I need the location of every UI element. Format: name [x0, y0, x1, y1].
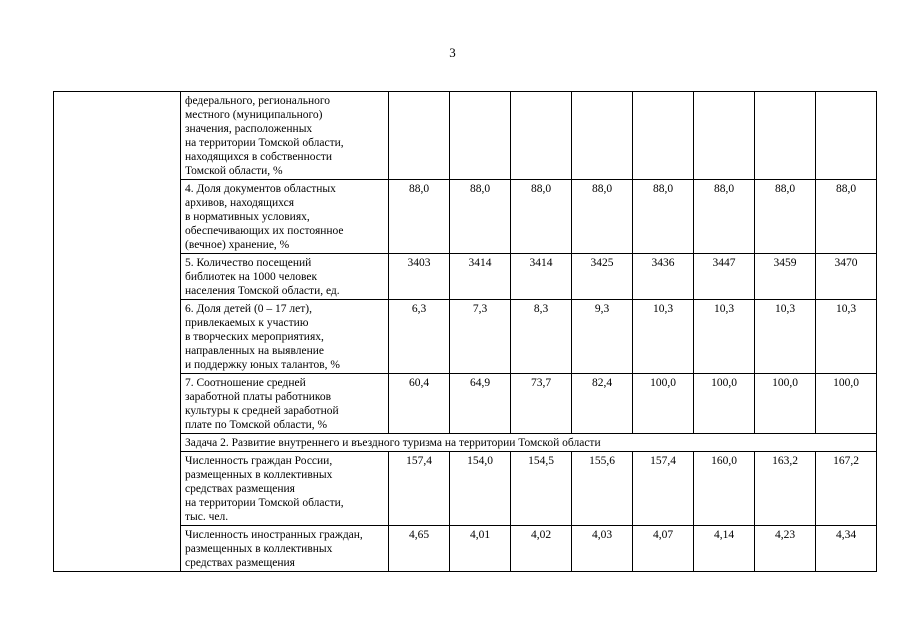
indicator-name: [181, 180, 389, 254]
value-cell: 154,0: [450, 452, 511, 526]
value-cell: 73,7: [511, 374, 572, 434]
task-header: Задача 2. Развитие внутреннего и въездного туризма на территории Томской области: [181, 434, 877, 452]
value-cell: 160,0: [694, 452, 755, 526]
value-cell: 88,0: [633, 180, 694, 254]
value-cell: [389, 92, 450, 180]
value-cell: 88,0: [389, 180, 450, 254]
table-row: [54, 452, 877, 526]
indicator-name: [181, 374, 389, 434]
value-cell: 82,4: [572, 374, 633, 434]
value-cell: 10,3: [816, 300, 877, 374]
indicator-line: на территории Томской области,: [185, 137, 344, 149]
indicator-line: размещенных в коллективных: [185, 543, 333, 555]
value-cell: 88,0: [511, 180, 572, 254]
indicator-line: и поддержку юных талантов, %: [185, 359, 341, 371]
value-cell: 60,4: [389, 374, 450, 434]
indicator-line: культуры к средней заработной: [185, 405, 339, 417]
value-cell: 7,3: [450, 300, 511, 374]
indicator-line: в нормативных условиях,: [185, 211, 310, 223]
indicator-line: средствах размещения: [185, 557, 295, 569]
value-cell: 4,23: [755, 526, 816, 572]
value-cell: 88,0: [816, 180, 877, 254]
indicator-line: библиотек на 1000 человек: [185, 271, 318, 283]
indicator-line: Томской области, %: [185, 165, 283, 177]
indicator-line: размещенных в коллективных: [185, 469, 333, 481]
blank-cell: [54, 300, 181, 374]
value-cell: 88,0: [450, 180, 511, 254]
value-cell: 4,34: [816, 526, 877, 572]
value-cell: 3403: [389, 254, 450, 300]
indicator-line: архивов, находящихся: [185, 197, 294, 209]
value-cell: 100,0: [694, 374, 755, 434]
table-row: [54, 254, 877, 300]
value-cell: 88,0: [694, 180, 755, 254]
table-row: [54, 180, 877, 254]
indicators-table: [53, 91, 877, 572]
value-cell: [694, 92, 755, 180]
indicator-line: местного (муниципального): [185, 109, 323, 121]
value-cell: 6,3: [389, 300, 450, 374]
indicator-line: в творческих мероприятиях,: [185, 331, 324, 343]
indicator-name: [181, 92, 389, 180]
value-cell: 100,0: [633, 374, 694, 434]
value-cell: 3425: [572, 254, 633, 300]
value-cell: 4,03: [572, 526, 633, 572]
blank-cell: [54, 434, 181, 452]
indicator-line: заработной платы работников: [185, 391, 332, 403]
indicator-name: [181, 254, 389, 300]
indicator-line: 7. Соотношение средней: [185, 377, 306, 389]
indicator-name: [181, 452, 389, 526]
value-cell: [450, 92, 511, 180]
value-cell: 3414: [450, 254, 511, 300]
indicator-name: [181, 526, 389, 572]
blank-cell: [54, 92, 181, 180]
table-row: [54, 526, 877, 572]
page-number: 3: [449, 45, 456, 60]
table-row: [54, 92, 877, 180]
indicator-line: 5. Количество посещений: [185, 257, 312, 269]
blank-cell: [54, 254, 181, 300]
value-cell: 167,2: [816, 452, 877, 526]
value-cell: 64,9: [450, 374, 511, 434]
value-cell: 9,3: [572, 300, 633, 374]
value-cell: 8,3: [511, 300, 572, 374]
value-cell: 3436: [633, 254, 694, 300]
blank-cell: [54, 180, 181, 254]
value-cell: [755, 92, 816, 180]
value-cell: 157,4: [633, 452, 694, 526]
value-cell: 10,3: [694, 300, 755, 374]
value-cell: [572, 92, 633, 180]
value-cell: 88,0: [755, 180, 816, 254]
indicator-line: обеспечивающих их постоянное: [185, 225, 344, 237]
indicator-line: на территории Томской области,: [185, 497, 344, 509]
value-cell: 3470: [816, 254, 877, 300]
indicator-line: плате по Томской области, %: [185, 419, 328, 431]
blank-cell: [54, 452, 181, 526]
indicator-line: Численность граждан России,: [185, 455, 333, 467]
value-cell: 4,01: [450, 526, 511, 572]
indicator-line: тыс. чел.: [185, 511, 229, 523]
indicator-line: федерального, регионального: [185, 95, 331, 107]
indicator-line: находящихся в собственности: [185, 151, 333, 163]
value-cell: [816, 92, 877, 180]
table-row: [54, 374, 877, 434]
value-cell: 3459: [755, 254, 816, 300]
value-cell: 4,02: [511, 526, 572, 572]
indicator-line: 4. Доля документов областных: [185, 183, 336, 195]
value-cell: 100,0: [816, 374, 877, 434]
indicator-line: (вечное) хранение, %: [185, 239, 290, 251]
value-cell: 88,0: [572, 180, 633, 254]
value-cell: 3447: [694, 254, 755, 300]
indicator-line: Численность иностранных граждан,: [185, 529, 363, 541]
value-cell: [511, 92, 572, 180]
indicator-line: привлекаемых к участию: [185, 317, 309, 329]
table-row: [54, 300, 877, 374]
task-header-row: [54, 434, 877, 452]
blank-cell: [54, 374, 181, 434]
value-cell: 3414: [511, 254, 572, 300]
indicator-line: средствах размещения: [185, 483, 295, 495]
value-cell: 163,2: [755, 452, 816, 526]
value-cell: 4,65: [389, 526, 450, 572]
value-cell: 10,3: [633, 300, 694, 374]
value-cell: 4,07: [633, 526, 694, 572]
indicator-name: [181, 300, 389, 374]
value-cell: 154,5: [511, 452, 572, 526]
value-cell: 4,14: [694, 526, 755, 572]
indicator-line: значения, расположенных: [185, 123, 313, 135]
value-cell: 157,4: [389, 452, 450, 526]
value-cell: [633, 92, 694, 180]
value-cell: 100,0: [755, 374, 816, 434]
value-cell: 155,6: [572, 452, 633, 526]
indicator-line: 6. Доля детей (0 – 17 лет),: [185, 303, 312, 315]
indicator-line: направленных на выявление: [185, 345, 325, 357]
value-cell: 10,3: [755, 300, 816, 374]
blank-cell: [54, 526, 181, 572]
indicator-line: населения Томской области, ед.: [185, 285, 340, 297]
